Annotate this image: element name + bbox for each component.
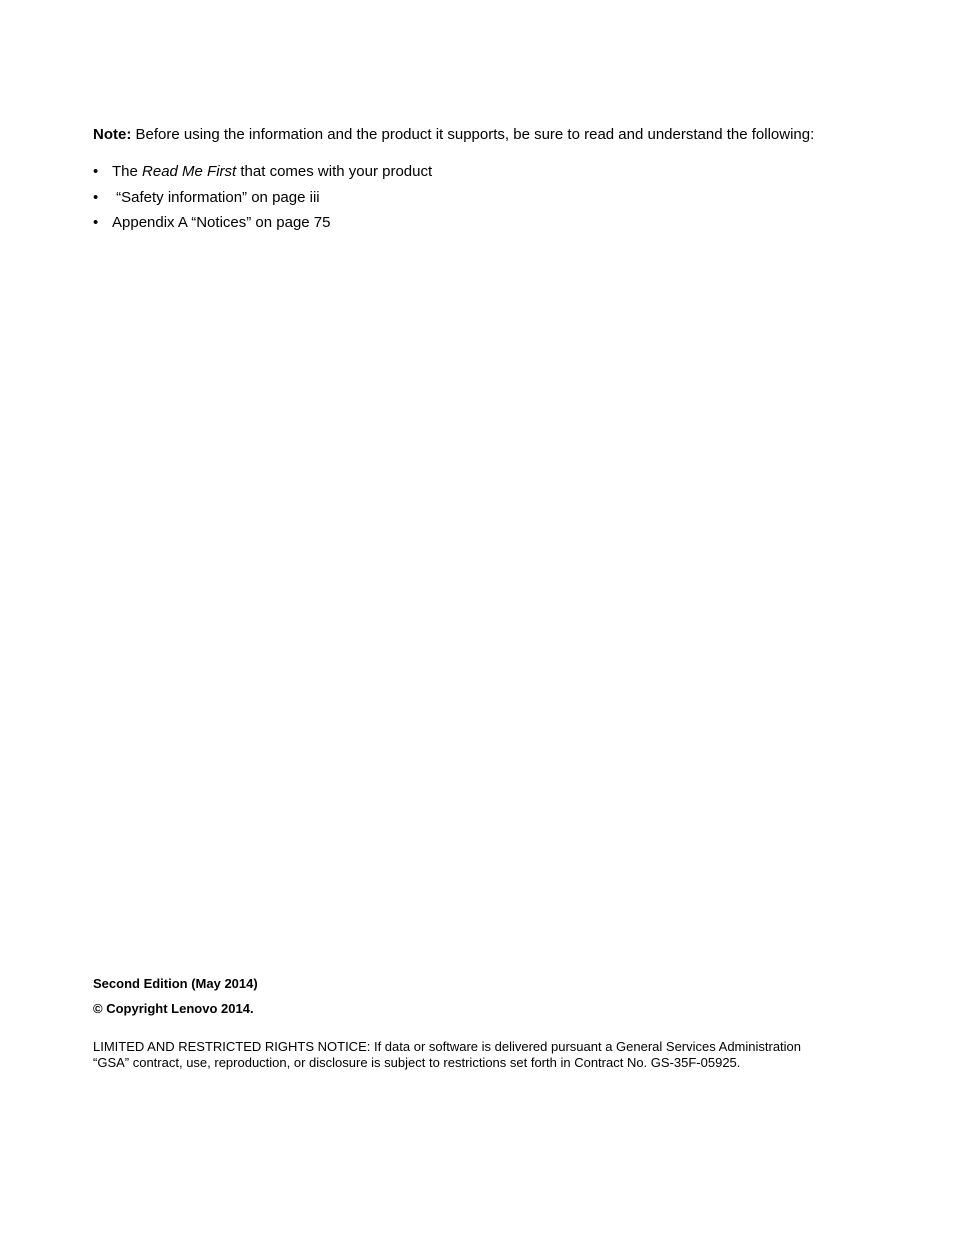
list-item-notices [93,214,432,240]
copyright-statement: © Copyright Lenovo 2014. [93,1001,254,1016]
bullet-icon: • [93,214,99,231]
read-me-first-title: Read Me First [142,163,237,180]
note-text: Before using the information and the product it supports, be sure to read and understand the following: [135,126,815,143]
rights-notice-line-2: “GSA” contract, use, reproduction, or disclosure is subject to restrictions set forth in Contract No. GS-35F-05925. [93,1054,741,1070]
bullet-icon: • [93,163,99,180]
safety-information-link[interactable]: “Safety information” on page iii [112,188,320,206]
list-item-suffix: that comes with your product [236,163,433,180]
note-label: Note: [93,126,132,143]
note-paragraph [93,126,893,144]
reading-list [93,163,432,240]
notices-link[interactable]: Appendix A “Notices” on page 75 [112,214,331,231]
list-item-prefix: The [112,163,143,180]
edition-statement: Second Edition (May 2014) [93,976,258,991]
rights-notice-line-1: LIMITED AND RESTRICTED RIGHTS NOTICE: If data or software is delivered pursuant a General Services Administration [93,1039,802,1054]
list-item-safety-information [93,189,432,215]
bullet-icon: • [93,188,99,206]
list-item-read-me-first [93,163,432,189]
rights-notice [93,1039,873,1070]
